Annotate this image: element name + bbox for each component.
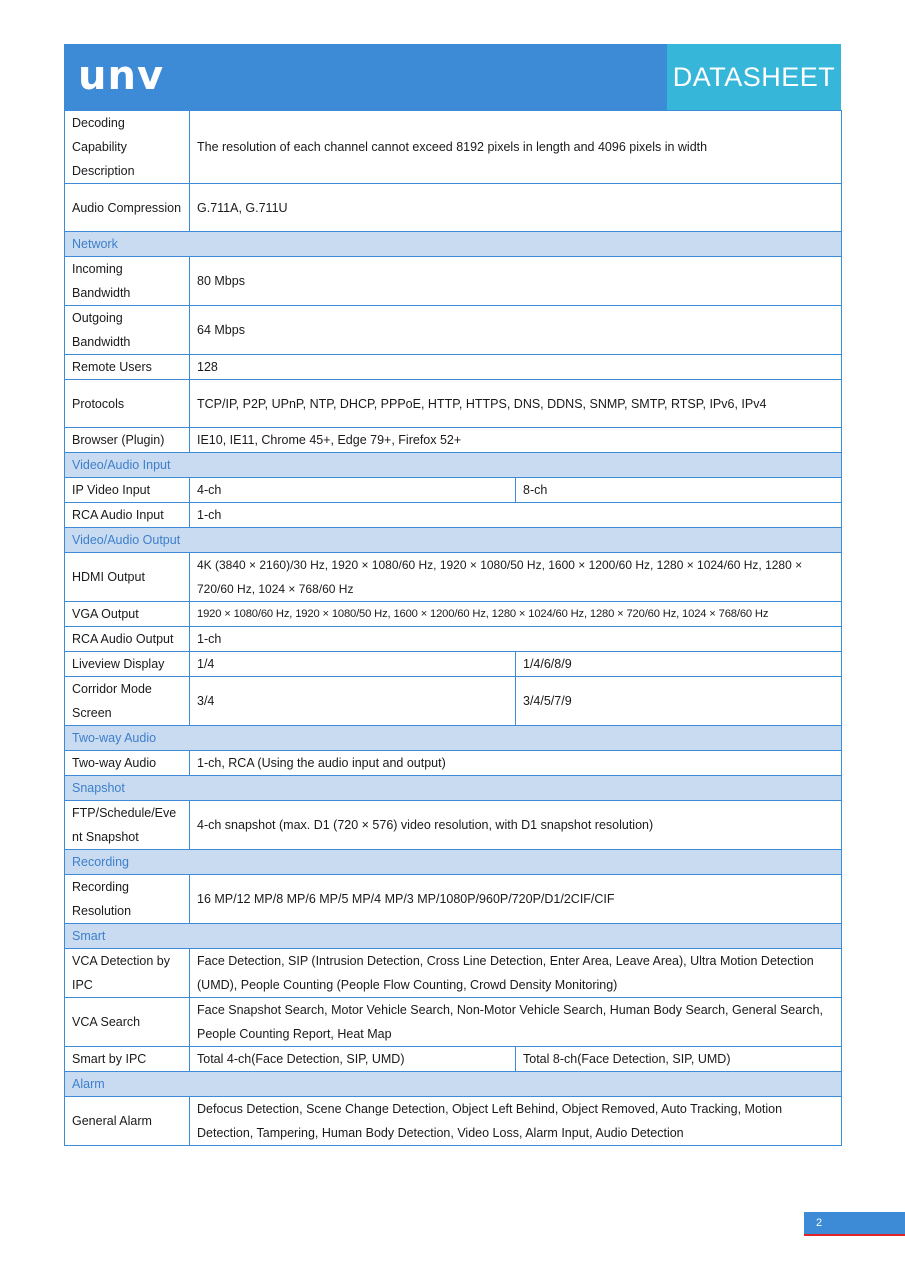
table-row [65,428,842,453]
row-label: Incoming Bandwidth [65,257,190,306]
row-value-b: 8-ch [516,478,842,503]
table-row [65,355,842,380]
table-row [65,677,842,726]
table-row [65,998,842,1047]
row-value: G.711A, G.711U [190,184,842,232]
section-title: Smart [65,924,842,949]
section-title: Alarm [65,1072,842,1097]
table-row [65,751,842,776]
row-label: FTP/Schedule/Event Snapshot [65,801,190,850]
row-value: 4K (3840 × 2160)/30 Hz, 1920 × 1080/60 Hz, 1920 × 1080/50 Hz, 1600 × 1200/60 Hz, 1280 × 1024/60 Hz, 1280 × 720/60 Hz, 1024 × 768/60 Hz [190,553,842,602]
row-value: 16 MP/12 MP/8 MP/6 MP/5 MP/4 MP/3 MP/1080P/960P/720P/D1/2CIF/CIF [190,875,842,924]
row-label: RCA Audio Input [65,503,190,528]
table-row [65,949,842,998]
row-value-a: 1/4 [190,652,516,677]
section-header [65,726,842,751]
table-row [65,257,842,306]
section-title: Video/Audio Input [65,453,842,478]
section-title: Snapshot [65,776,842,801]
section-header [65,924,842,949]
table-row [65,875,842,924]
row-label: Remote Users [65,355,190,380]
row-value-b: 3/4/5/7/9 [516,677,842,726]
table-row [65,184,842,232]
row-value: 1-ch [190,627,842,652]
row-value: 64 Mbps [190,306,842,355]
table-row [65,602,842,627]
row-label: Liveview Display [65,652,190,677]
row-value: IE10, IE11, Chrome 45+, Edge 79+, Firefox 52+ [190,428,842,453]
row-label: RCA Audio Output [65,627,190,652]
row-label: Recording Resolution [65,875,190,924]
table-row [65,111,842,184]
page-number-underline [804,1234,905,1236]
page-number: 2 [804,1212,905,1234]
table-row [65,627,842,652]
datasheet-tab: DATASHEET [667,44,841,110]
section-header [65,776,842,801]
row-label: Two-way Audio [65,751,190,776]
row-label: Smart by IPC [65,1047,190,1072]
table-row [65,1047,842,1072]
table-row [65,1097,842,1146]
spec-table [64,110,842,1146]
section-header [65,453,842,478]
table-row [65,478,842,503]
row-label: Corridor Mode Screen [65,677,190,726]
section-header [65,232,842,257]
row-label: VCA Detection by IPC [65,949,190,998]
unv-logo: unv [78,53,165,99]
row-value: The resolution of each channel cannot exceed 8192 pixels in length and 4096 pixels in width [190,111,842,184]
row-value-a: 3/4 [190,677,516,726]
row-label: Audio Compression [65,184,190,232]
row-label: General Alarm [65,1097,190,1146]
row-value: 128 [190,355,842,380]
row-value: Face Detection, SIP (Intrusion Detection, Cross Line Detection, Enter Area, Leave Area), Ultra Motion Detection (UMD), People Counting (People Flow Counting, Crowd Density Monitoring) [190,949,842,998]
table-row [65,380,842,428]
row-label: VCA Search [65,998,190,1047]
row-value: TCP/IP, P2P, UPnP, NTP, DHCP, PPPoE, HTTP, HTTPS, DNS, DDNS, SNMP, SMTP, RTSP, IPv6, IPv4 [190,380,842,428]
table-row [65,306,842,355]
page-header [64,44,841,110]
row-label: Protocols [65,380,190,428]
row-label: Outgoing Bandwidth [65,306,190,355]
row-value: 4-ch snapshot (max. D1 (720 × 576) video resolution, with D1 snapshot resolution) [190,801,842,850]
row-value: 1-ch, RCA (Using the audio input and output) [190,751,842,776]
row-value-b: 1/4/6/8/9 [516,652,842,677]
row-value: Face Snapshot Search, Motor Vehicle Search, Non-Motor Vehicle Search, Human Body Search, General Search, People Counting Report, Heat Map [190,998,842,1047]
table-row [65,553,842,602]
row-value: 80 Mbps [190,257,842,306]
section-title: Network [65,232,842,257]
section-header [65,850,842,875]
row-label: IP Video Input [65,478,190,503]
row-label: HDMI Output [65,553,190,602]
section-header [65,528,842,553]
row-label: VGA Output [65,602,190,627]
row-label: Decoding Capability Description [65,111,190,184]
section-header [65,1072,842,1097]
row-value: Defocus Detection, Scene Change Detection, Object Left Behind, Object Removed, Auto Tracking, Motion Detection, Tampering, Human Body Detection, Video Loss, Alarm Input, Audio Detection [190,1097,842,1146]
table-row [65,503,842,528]
section-title: Video/Audio Output [65,528,842,553]
section-title: Recording [65,850,842,875]
table-row [65,801,842,850]
row-value: 1920 × 1080/60 Hz, 1920 × 1080/50 Hz, 1600 × 1200/60 Hz, 1280 × 1024/60 Hz, 1280 × 720/60 Hz, 1024 × 768/60 Hz [190,602,842,627]
row-value-a: Total 4-ch(Face Detection, SIP, UMD) [190,1047,516,1072]
table-row [65,652,842,677]
section-title: Two-way Audio [65,726,842,751]
row-value-b: Total 8-ch(Face Detection, SIP, UMD) [516,1047,842,1072]
row-value: 1-ch [190,503,842,528]
row-label: Browser (Plugin) [65,428,190,453]
row-value-a: 4-ch [190,478,516,503]
